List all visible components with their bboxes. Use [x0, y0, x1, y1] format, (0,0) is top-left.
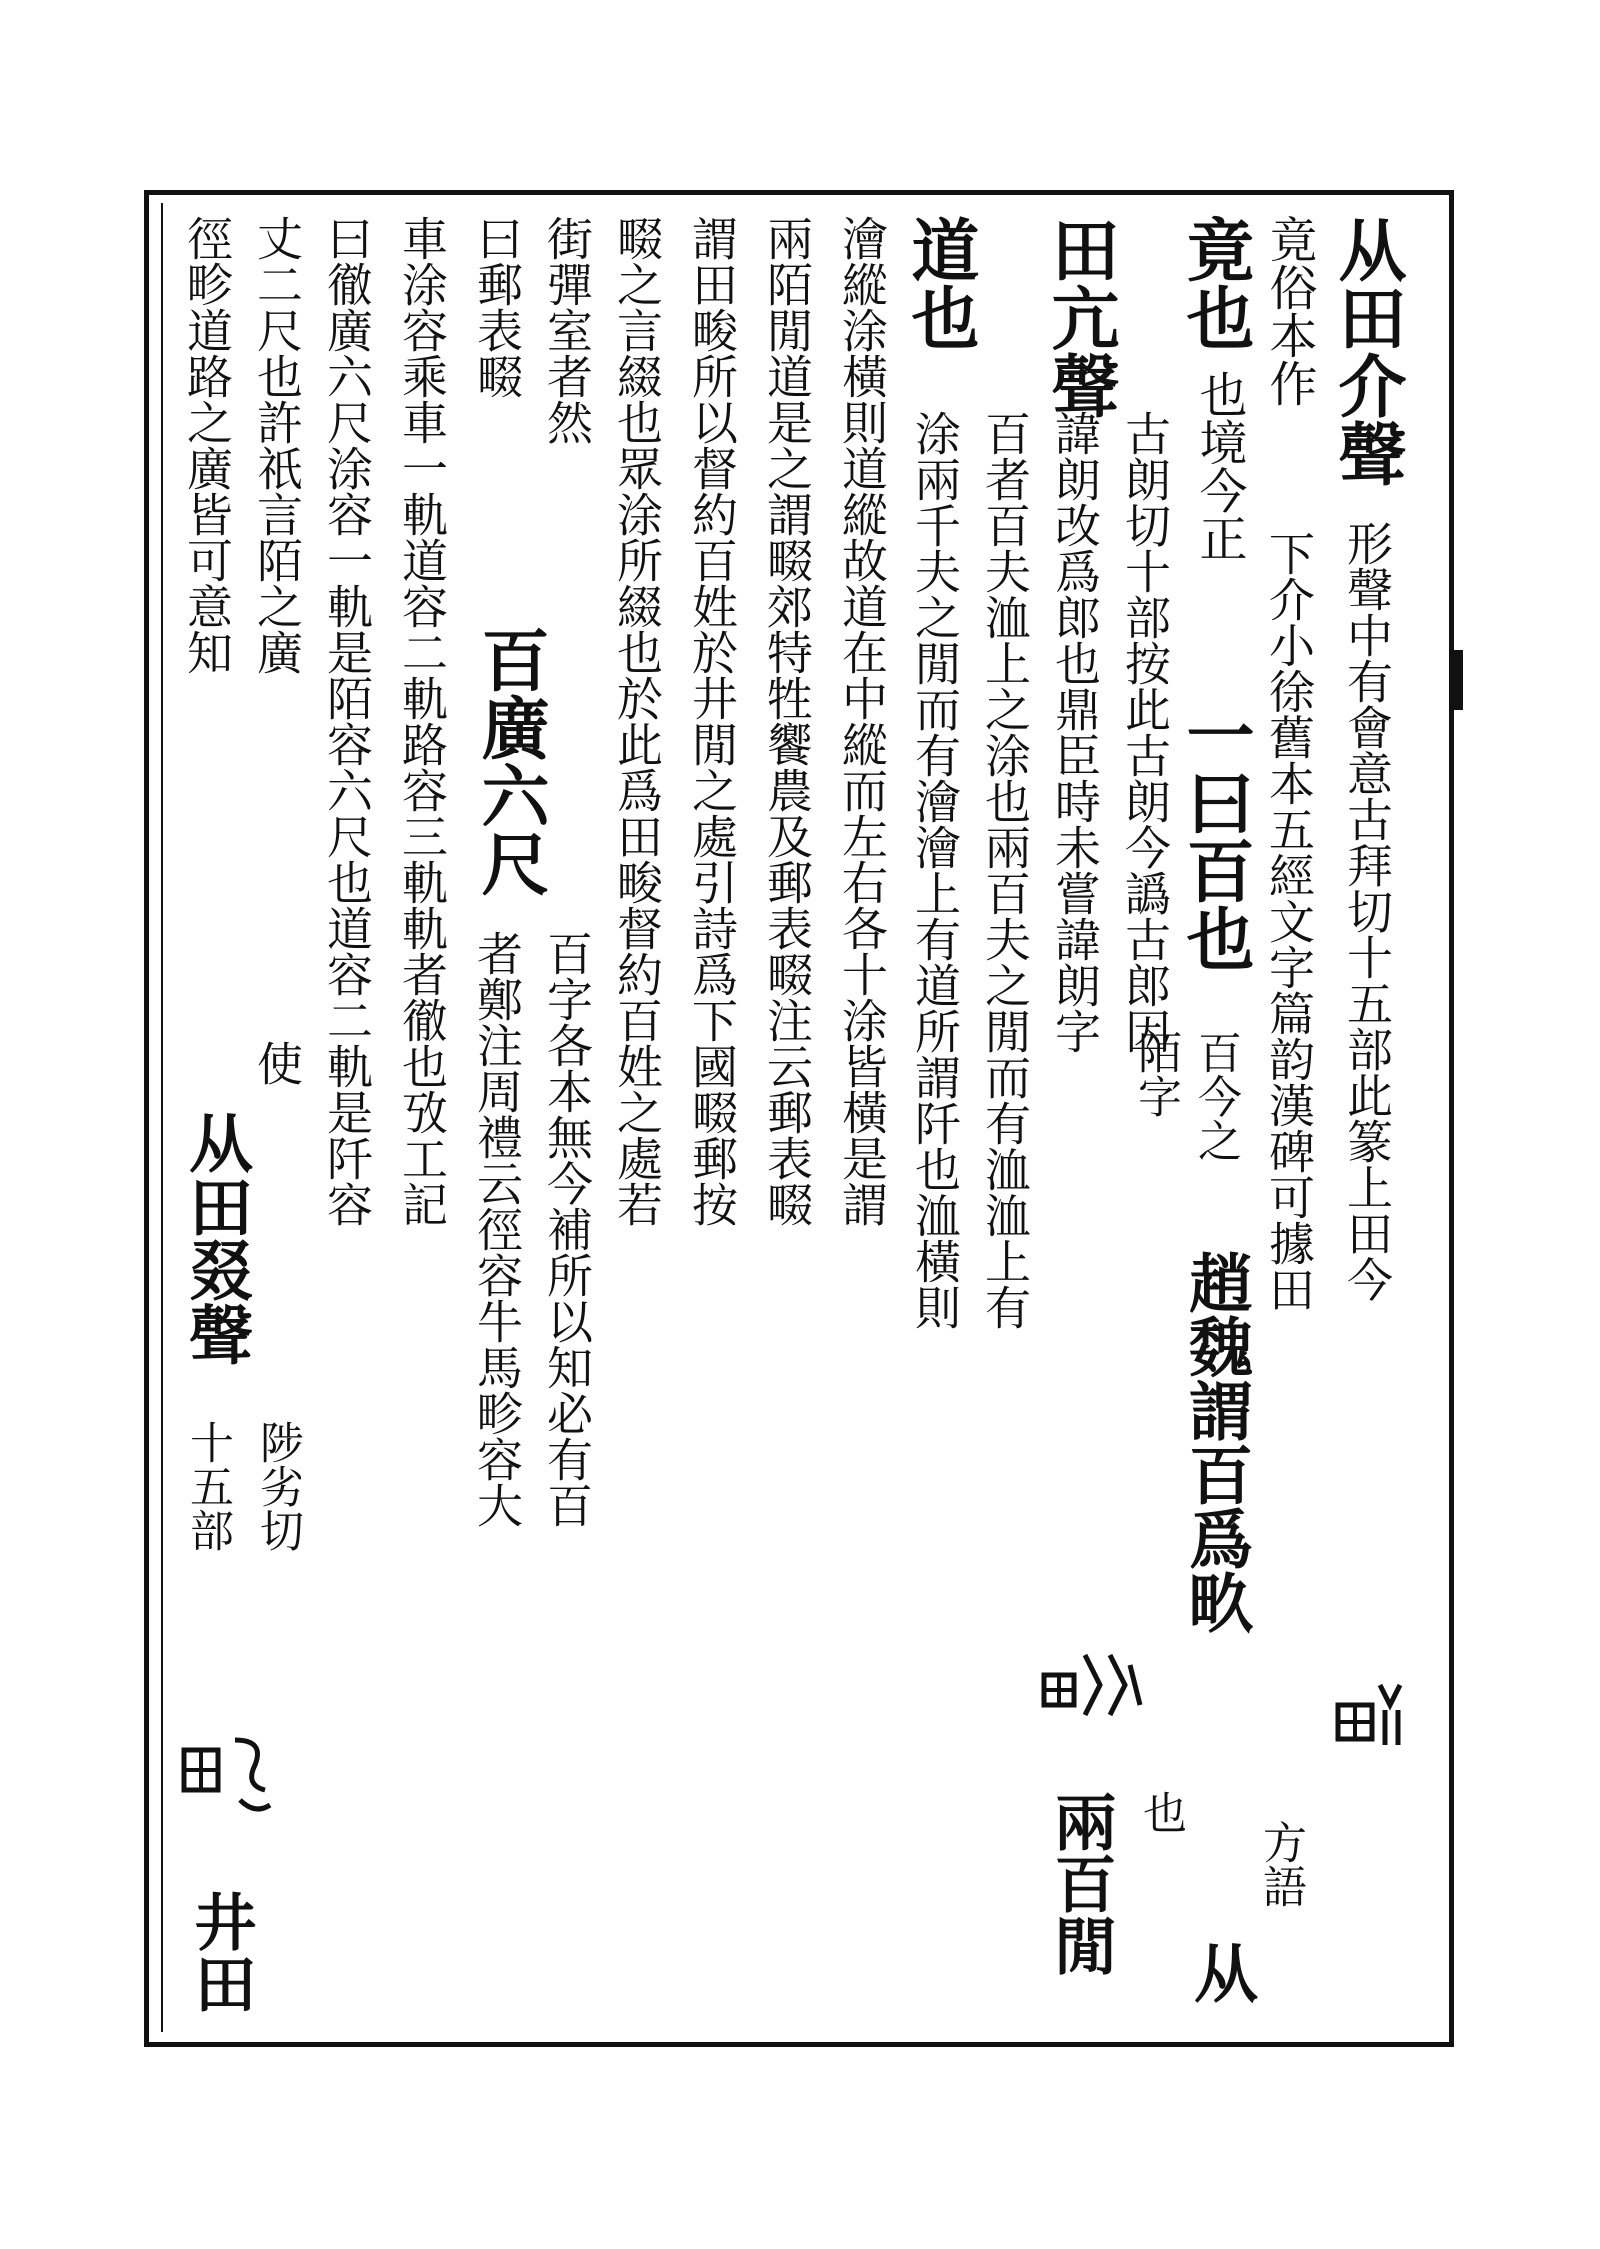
note-right-text: 涂兩千夫之閒而有澮澮上有道所謂阡也洫橫則 — [908, 410, 962, 1330]
note-left-text: 丈二尺也許祇言陌之廣 — [250, 215, 304, 675]
note-column-22 — [315, 215, 379, 1227]
note-left-text: 古朗切十部按此古朗今譌古郎因 — [1118, 410, 1172, 1054]
note-right-text: 徑畛道路之廣皆可意知 — [180, 215, 234, 675]
heading-text: 竟也 — [1175, 215, 1255, 351]
note-left-text: 也境今正 — [1191, 370, 1247, 562]
note-column-18 — [465, 215, 529, 399]
note-column-2 — [1252, 215, 1326, 407]
note-column-9 — [1115, 410, 1175, 1054]
note-left-text: 澮縱涂橫則道縱故道在中縱而左右各十涂皆橫是謂 — [835, 215, 889, 1227]
note-right-text: 也 — [1135, 1790, 1186, 1834]
seal-glyph-icon — [180, 1730, 290, 1820]
note-left-text: 街彈室者然 — [540, 215, 594, 445]
note-right-text: 兩陌閒道是之謂畷郊特牲饗農及郵表畷注云郵表畷 — [760, 215, 814, 1227]
note-left-text: 陟劣切 — [252, 1420, 303, 1552]
note-right-text: 諱朗改爲郎也鼎臣時未嘗諱朗字 — [1048, 410, 1102, 1054]
note-column-17 — [535, 215, 599, 445]
note-column-3 — [1252, 530, 1326, 1312]
note-right-text: 畷之言綴也眾涂所綴也於此爲田畯督約百姓之處若 — [610, 215, 664, 1227]
note-column-13 — [830, 215, 894, 1227]
seal-glyph-icon — [1040, 1645, 1150, 1725]
heading-text: 从田叕聲 — [178, 1110, 253, 1366]
note-left-text: 使 — [250, 1040, 304, 1086]
note-right-text: 下介小徐舊本五經文字篇韵漢碑可據田 — [1262, 530, 1316, 1312]
heading-column-2 — [1175, 215, 1255, 351]
note-column-26 — [245, 1420, 309, 1552]
seal-glyph-icon — [1330, 1675, 1410, 1755]
note-right-text: 者鄭注周禮云徑容牛馬畛容大 — [470, 930, 524, 1528]
heading-text: 从田介聲 — [1327, 215, 1407, 487]
heading-column-9 — [470, 625, 550, 897]
note-left-text: 車涂容乘車一軌道容二軌路容三軌軌者徹也攷工記 — [395, 215, 449, 1227]
note-right-text: 曰徹廣六尺涂容一軌是陌容六尺也道容二軌是阡容 — [320, 215, 374, 1227]
heading-column-8 — [900, 215, 980, 351]
note-column-16 — [605, 215, 669, 1227]
note-left-text: 百者百夫洫上之涂也兩百夫之閒而有洫洫上有 — [978, 410, 1032, 1330]
note-right-text: 曰郵表畷 — [470, 215, 524, 399]
note-column-20 — [465, 930, 529, 1528]
heading-column-5 — [1180, 1940, 1260, 2004]
note-column-8 — [1250, 1820, 1310, 1908]
note-left-text: 百字各本無今補所以知必有百 — [540, 930, 594, 1528]
note-column-1 — [1325, 520, 1409, 1302]
note-column-15 — [680, 215, 744, 1227]
heading-text: 兩百閒 — [1044, 1790, 1117, 1976]
note-column-25 — [245, 1040, 309, 1086]
note-left-text: 竟俗本作 — [1261, 215, 1317, 407]
heading-text: 田亢聲 — [1040, 215, 1120, 419]
note-column-14 — [755, 215, 819, 1227]
note-left-text: 謂田畯所以督約百姓於井閒之處引詩爲下國畷郵按 — [685, 215, 739, 1227]
note-left-text: 方語 — [1255, 1820, 1306, 1908]
heading-text: 一曰百也 — [1175, 700, 1255, 972]
heading-column-6 — [1040, 215, 1120, 419]
fishtail-mark — [1453, 650, 1463, 710]
note-column-12 — [905, 410, 965, 1330]
note-column-21 — [390, 215, 454, 1227]
heading-column-7 — [1040, 1790, 1120, 1976]
note-column-7 — [1130, 1790, 1190, 1834]
heading-column-10 — [175, 1110, 255, 1366]
heading-text: 趙魏謂百爲畂 — [1178, 1250, 1253, 1634]
heading-text: 百廣六尺 — [470, 625, 550, 897]
note-right-text: 陌字 — [1130, 1030, 1181, 1118]
note-column-10 — [1045, 410, 1105, 1054]
note-column-4 — [1182, 370, 1256, 562]
heading-text: 从 — [1183, 1940, 1258, 2004]
note-right-text: 形聲中有會意古拜切十五部此篆上田今 — [1340, 520, 1394, 1302]
heading-column-4 — [1175, 1250, 1255, 1634]
note-column-5 — [1185, 1030, 1245, 1162]
note-right-text: 十五部 — [182, 1420, 233, 1552]
note-column-24 — [175, 215, 239, 675]
heading-text: 井田 — [184, 1890, 257, 2014]
note-column-19 — [535, 930, 599, 1528]
heading-column-1 — [1327, 215, 1407, 487]
note-left-text: 百今之 — [1190, 1030, 1241, 1162]
heading-text: 道也 — [900, 215, 980, 351]
note-column-11 — [975, 410, 1035, 1330]
heading-column-11 — [180, 1890, 260, 2014]
note-column-27 — [175, 1420, 239, 1552]
heading-column-3 — [1175, 700, 1255, 972]
note-column-23 — [245, 215, 309, 675]
